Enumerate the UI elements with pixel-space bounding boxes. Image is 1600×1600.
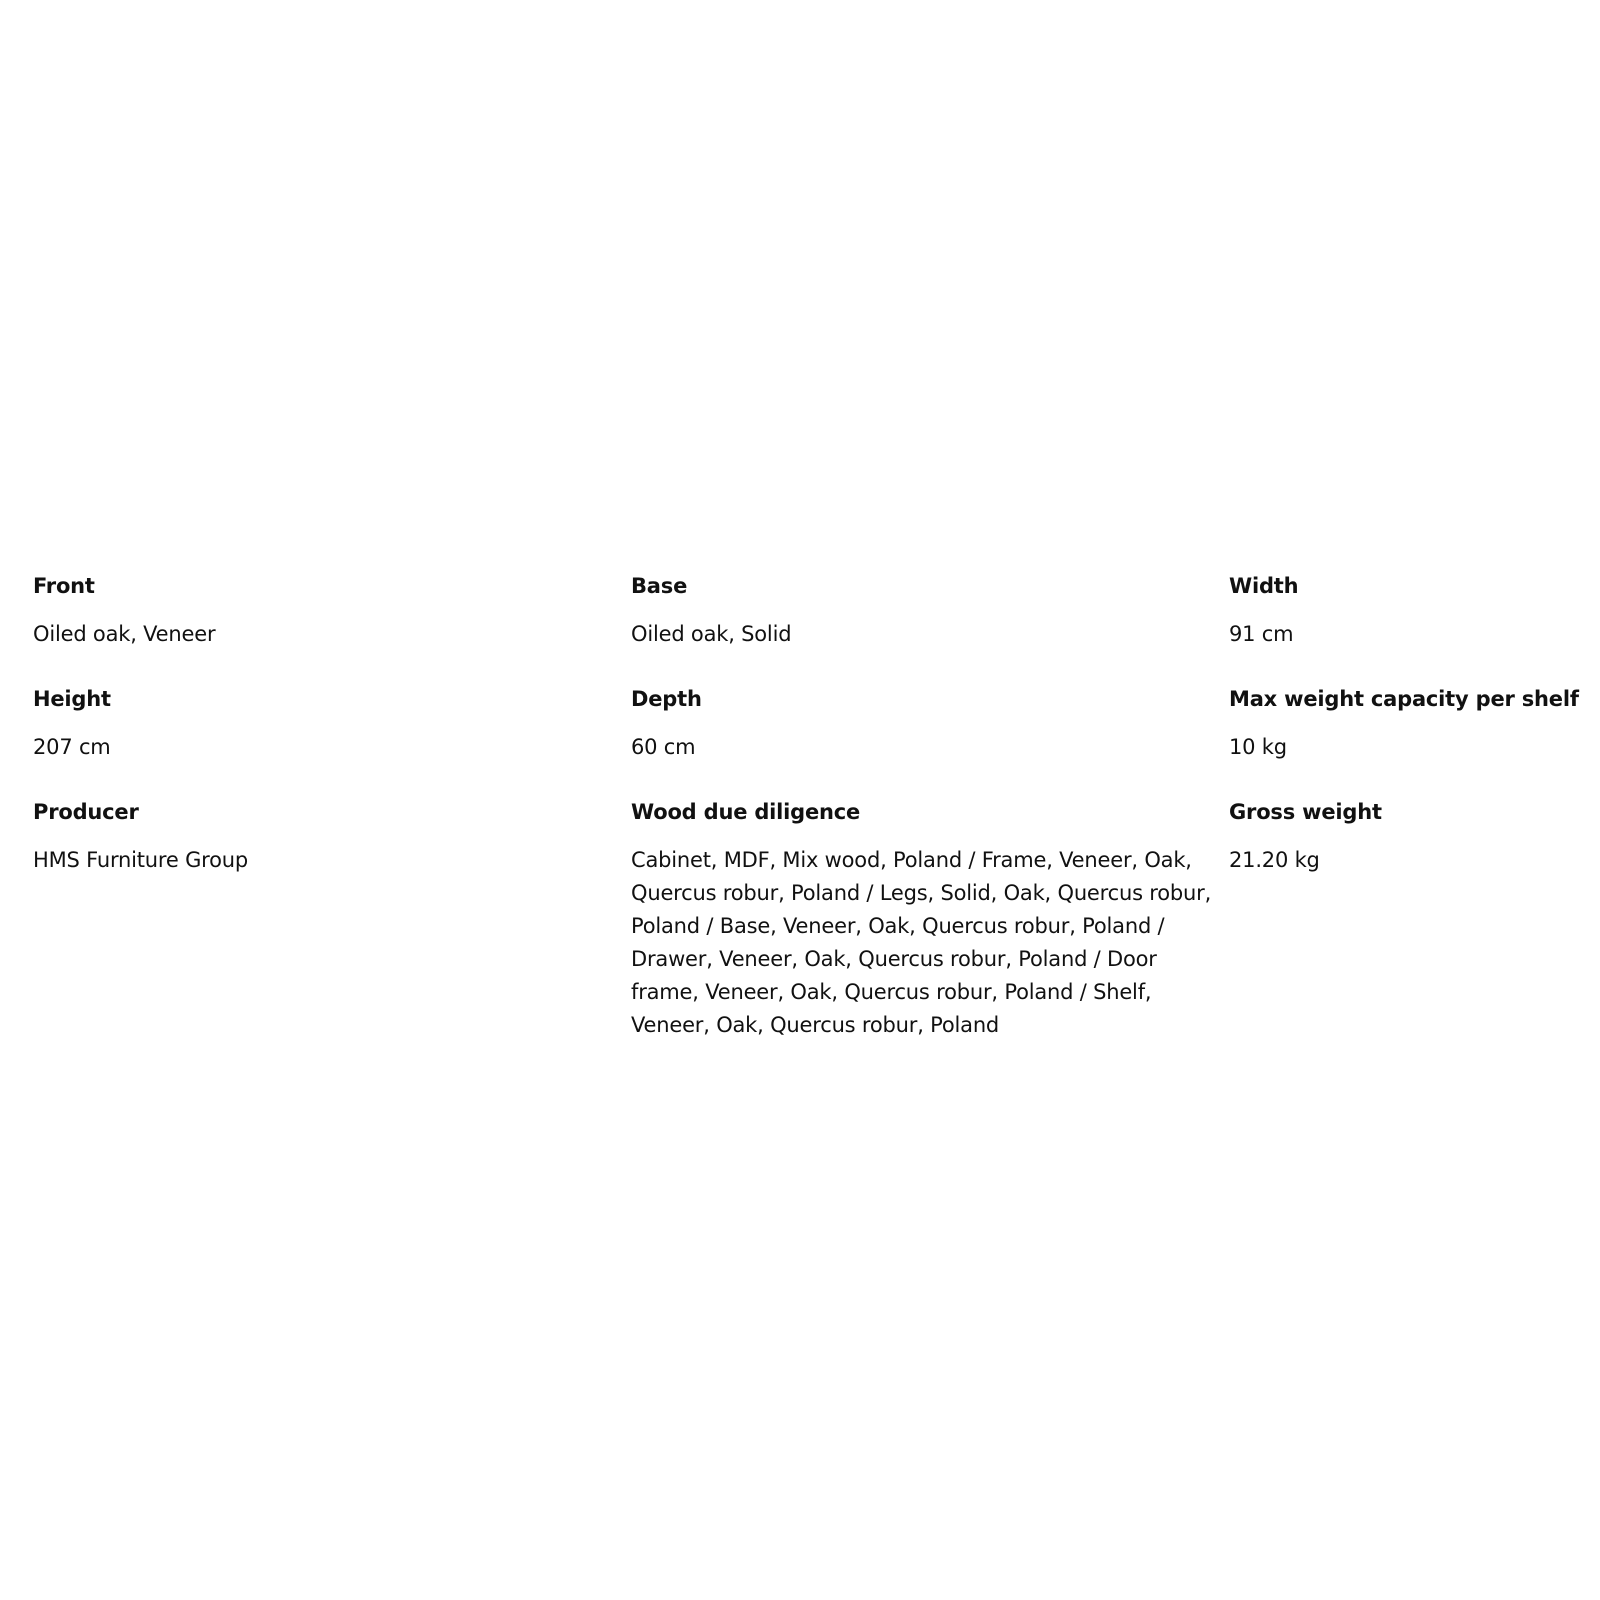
- spec-value: Cabinet, MDF, Mix wood, Poland / Frame, Veneer, Oak, Quercus robur, Poland / Legs, Solid, Oak, Quercus robur, Poland / Base, Veneer, Oak, Quercus robur, Poland / Drawer, Veneer, Oak, Quercus robur, Poland / Door frame, Veneer, Oak, Quercus robur, Poland / Shelf, Veneer, Oak, Quercus robur, Poland: [631, 848, 1212, 1037]
- spec-value: 10 kg: [1229, 735, 1287, 759]
- spec-label: Front: [33, 574, 95, 598]
- spec-value: 21.20 kg: [1229, 848, 1320, 872]
- spec-value: 207 cm: [33, 735, 111, 759]
- spec-height: [33, 687, 631, 800]
- spec-label: Base: [631, 574, 688, 598]
- spec-depth: [631, 687, 1229, 800]
- spec-gross-weight: [1229, 800, 1573, 1078]
- spec-max-weight-per-shelf: [1229, 687, 1579, 800]
- spec-label: Height: [33, 687, 111, 711]
- product-specifications: [33, 574, 1579, 1078]
- spec-label: Wood due diligence: [631, 800, 861, 824]
- spec-value: Oiled oak, Solid: [631, 622, 792, 646]
- spec-producer: [33, 800, 631, 1078]
- spec-width: [1229, 574, 1573, 687]
- spec-label: Width: [1229, 574, 1299, 598]
- spec-value: 91 cm: [1229, 622, 1294, 646]
- spec-label: Gross weight: [1229, 800, 1382, 824]
- spec-label: Depth: [631, 687, 702, 711]
- spec-front: [33, 574, 631, 687]
- spec-value: 60 cm: [631, 735, 696, 759]
- spec-value: HMS Furniture Group: [33, 848, 249, 872]
- spec-value: Oiled oak, Veneer: [33, 622, 216, 646]
- spec-label: Producer: [33, 800, 139, 824]
- spec-label: Max weight capacity per shelf: [1229, 687, 1579, 711]
- spec-wood-due-diligence: [631, 800, 1229, 1078]
- spec-base: [631, 574, 1229, 687]
